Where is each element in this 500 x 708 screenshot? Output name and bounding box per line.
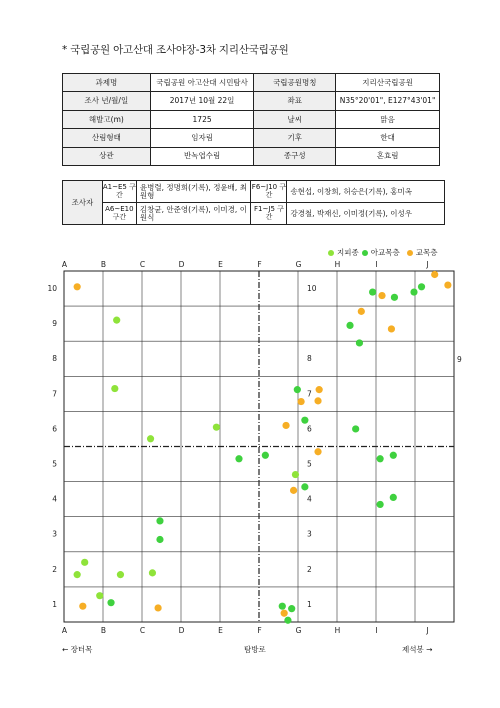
field-label: 상관: [63, 147, 151, 165]
row-label-left: 3: [52, 529, 57, 539]
plant-point-tree: [79, 603, 86, 610]
plant-point-sub: [390, 452, 397, 459]
column-label-bottom: J: [426, 626, 429, 635]
row-label-left: 5: [52, 459, 57, 469]
plant-point-tree: [154, 604, 161, 611]
column-label-top: D: [178, 260, 185, 269]
plant-point-sub: [377, 501, 384, 508]
row-label-center: 2: [307, 564, 312, 574]
plant-point-sub: [301, 417, 308, 424]
field-value: 혼효림: [336, 147, 440, 165]
row-label-center: 1: [307, 599, 312, 609]
row-label-left: 7: [52, 389, 57, 399]
plant-point-ground: [74, 571, 81, 578]
surveyor-names: 김창균, 안준영(기록), 이미경, 이원식: [136, 203, 251, 225]
field-label: 기후: [254, 129, 336, 147]
field-label: 산림형태: [63, 129, 151, 147]
surveyor-names: 강경철, 박재신, 이미정(기록), 이성우: [287, 203, 445, 225]
field-label: 좌표: [254, 92, 336, 110]
column-label-bottom: A: [61, 626, 68, 635]
plant-point-sub: [156, 536, 163, 543]
surveyor-names: 송현섭, 이창희, 허승은(기록), 홍미옥: [287, 181, 445, 203]
end-direction-label: 제석봉 →: [402, 645, 433, 654]
plant-point-tree: [316, 386, 323, 393]
plant-point-tree: [378, 292, 385, 299]
row-label-left: 1: [52, 599, 57, 609]
plant-point-tree: [358, 308, 365, 315]
field-label: 종구성: [254, 147, 336, 165]
field-value: 한대: [336, 129, 440, 147]
field-value: 2017년 10월 22일: [150, 92, 254, 110]
column-label-bottom: E: [218, 626, 223, 635]
plant-point-ground: [111, 385, 118, 392]
field-label: 해발고(m): [63, 110, 151, 128]
row-label-center: 4: [307, 494, 312, 504]
column-label-top: F: [257, 260, 262, 269]
row-label-center: 6: [307, 424, 312, 434]
field-value: 국립공원 아고산대 시민탐사: [150, 74, 254, 92]
column-label-bottom: I: [375, 626, 378, 635]
surveyor-label: 조사자: [63, 181, 103, 225]
column-label-top: H: [334, 260, 341, 269]
legend-label: 아교목층: [370, 248, 400, 257]
field-label: 날씨: [254, 110, 336, 128]
plant-point-sub: [390, 494, 397, 501]
plant-point-sub: [377, 455, 384, 462]
plant-point-sub: [356, 339, 363, 346]
column-label-top: A: [61, 260, 68, 269]
field-value: 반녹엽수림: [150, 147, 254, 165]
row-label-left: 9: [52, 319, 57, 329]
plant-point-sub: [369, 288, 376, 295]
column-label-top: B: [100, 260, 107, 269]
plant-point-tree: [298, 398, 305, 405]
plant-point-sub: [288, 605, 295, 612]
range-label: F1~J5 구간: [251, 203, 287, 225]
column-label-bottom: H: [334, 626, 341, 635]
column-label-bottom: C: [139, 626, 146, 635]
plant-point-sub: [410, 288, 417, 295]
row-label-left: 4: [52, 494, 57, 504]
plant-point-ground: [213, 424, 220, 431]
row-label-right: 9: [457, 355, 462, 365]
column-label-bottom: G: [295, 626, 302, 635]
plant-point-tree: [74, 283, 81, 290]
field-value: 지리산국립공원: [336, 74, 440, 92]
field-value: 임자림: [150, 129, 254, 147]
column-label-top: G: [295, 260, 302, 269]
column-label-bottom: D: [178, 626, 185, 635]
field-label: 과제명: [63, 74, 151, 92]
column-label-top: C: [139, 260, 146, 269]
column-label-bottom: B: [100, 626, 107, 635]
plant-point-tree: [314, 448, 321, 455]
plant-point-sub: [235, 455, 242, 462]
column-label-top: J: [426, 260, 429, 269]
legend-label: 교목층: [415, 248, 438, 257]
plant-point-tree: [388, 325, 395, 332]
column-label-top: I: [375, 260, 378, 269]
field-value: 1725: [150, 110, 254, 128]
column-label-bottom: F: [257, 626, 262, 635]
surveyor-names: 윤병렬, 정명희(기록), 정윤배, 최원형: [136, 181, 251, 203]
field-value: 맑음: [336, 110, 440, 128]
plant-point-sub: [294, 386, 301, 393]
field-label: 조사 년/월/일: [63, 92, 151, 110]
row-label-center: 10: [307, 284, 317, 293]
legend-label: 지피종: [337, 248, 359, 257]
plant-point-sub: [156, 517, 163, 524]
start-direction-label: ← 장터목: [62, 645, 93, 654]
row-label-left: 6: [52, 424, 57, 434]
field-label: 국립공원명칭: [254, 74, 336, 92]
plant-point-tree: [281, 610, 288, 617]
plant-point-sub: [107, 599, 114, 606]
plant-point-ground: [81, 559, 88, 566]
range-label: F6~J10 구간: [251, 181, 287, 203]
plant-point-tree: [282, 422, 289, 429]
plant-point-ground: [117, 571, 124, 578]
plant-point-sub: [284, 617, 291, 624]
plant-point-sub: [391, 294, 398, 301]
plant-point-sub: [262, 452, 269, 459]
plant-point-tree: [290, 487, 297, 494]
field-value: N35°20'01", E127°43'01": [336, 92, 440, 110]
plant-point-tree: [444, 281, 451, 288]
plant-point-ground: [113, 317, 120, 324]
trail-label: 탐방로: [244, 645, 266, 654]
row-label-left: 10: [47, 284, 57, 293]
row-label-left: 8: [52, 354, 57, 364]
plant-point-ground: [147, 435, 154, 442]
plant-point-sub: [418, 283, 425, 290]
row-label-center: 7: [307, 389, 312, 399]
column-label-top: E: [218, 260, 223, 269]
plant-point-sub: [301, 483, 308, 490]
plant-point-sub: [346, 322, 353, 329]
row-label-center: 8: [307, 354, 312, 364]
plant-point-tree: [314, 397, 321, 404]
range-label: A1~E5 구간: [102, 181, 136, 203]
row-label-center: 5: [307, 459, 312, 469]
plant-point-ground: [96, 592, 103, 599]
page-title: * 국립공원 아고산대 조사야장-3차 지리산국립공원: [62, 44, 289, 56]
plant-point-sub: [352, 425, 359, 432]
range-label: A6~E10 구간: [102, 203, 136, 225]
row-label-left: 2: [52, 564, 57, 574]
row-label-center: 3: [307, 529, 312, 539]
plant-point-ground: [292, 471, 299, 478]
plant-point-tree: [431, 271, 438, 278]
plant-point-ground: [149, 569, 156, 576]
plant-point-sub: [279, 603, 286, 610]
